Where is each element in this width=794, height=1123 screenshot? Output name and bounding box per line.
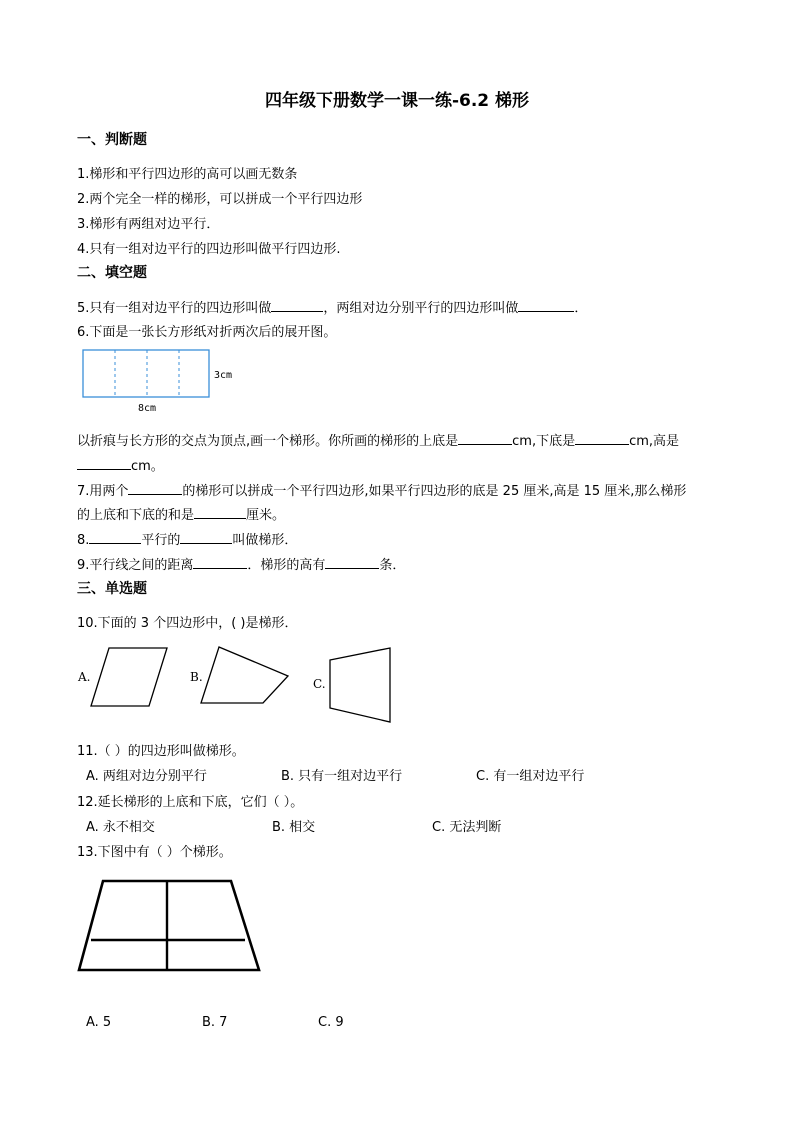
question-5-text-a: 5.只有一组对边平行的四边形叫做 (77, 301, 272, 316)
q11-option-c[interactable]: C. 有一组对边平行 (476, 769, 585, 784)
question-6-text-a: 以折痕与长方形的交点为顶点,画一个梯形。你所画的梯形的上底是 (77, 434, 459, 449)
section-heading-judgement: 一、判断题 (77, 132, 147, 148)
q12-option-b[interactable]: B. 相交 (272, 820, 316, 835)
answer-blank[interactable] (128, 482, 182, 495)
q12-option-a[interactable]: A. 永不相交 (86, 820, 155, 835)
q13-option-c[interactable]: C. 9 (318, 1015, 344, 1030)
question-7-line-1 (77, 480, 686, 499)
unfolded-rectangle-figure (82, 348, 242, 418)
answer-blank[interactable] (518, 299, 574, 312)
choice-label-b: B. (190, 670, 203, 684)
question-8-text-a: 8. (77, 533, 90, 548)
page-title: 四年级下册数学一课一练-6.2 梯形 (264, 91, 530, 111)
question-6-line-1 (77, 430, 679, 449)
answer-blank[interactable] (193, 556, 247, 569)
question-6-text-c: cm,高是 (629, 434, 680, 449)
answer-blank[interactable] (325, 556, 379, 569)
question-7-text-c: 的上底和下底的和是 (77, 508, 195, 523)
section-heading-choice: 三、单选题 (77, 581, 147, 597)
question-9-text-c: 条． (379, 558, 406, 573)
question-3: 3.梯形有两组对边平行． (77, 217, 220, 232)
question-9-text-a: 9.平行线之间的距离 (77, 558, 194, 573)
parallelogram-shape (91, 648, 167, 706)
question-6-text-b: cm,下底是 (512, 434, 576, 449)
question-7-text-d: 厘米。 (246, 508, 286, 523)
outer-trapezoid (79, 881, 259, 970)
quadrilateral-choices-figure (76, 644, 396, 726)
answer-blank[interactable] (89, 531, 141, 544)
q11-option-a[interactable]: A. 两组对边分别平行 (86, 769, 207, 784)
height-label: 3cm (214, 370, 233, 381)
choice-label-a: A. (78, 670, 91, 684)
question-1: 1.梯形和平行四边形的高可以画无数条 (77, 167, 298, 182)
answer-blank[interactable] (271, 299, 323, 312)
question-5-text-b: ，两组对边分别平行的四边形叫做 (323, 301, 519, 316)
q13-option-a[interactable]: A. 5 (86, 1015, 112, 1030)
question-8-text-c: 叫做梯形． (232, 533, 298, 548)
question-8 (77, 529, 297, 548)
q12-option-c[interactable]: C. 无法判断 (432, 820, 502, 835)
question-4: 4.只有一组对边平行的四边形叫做平行四边形. (77, 242, 341, 257)
width-label: 8cm (138, 403, 157, 414)
answer-blank[interactable] (194, 506, 246, 519)
answer-blank[interactable] (180, 531, 232, 544)
choice-label-c: C. (313, 677, 326, 691)
q11-option-b[interactable]: B. 只有一组对边平行 (281, 769, 403, 784)
answer-blank[interactable] (77, 457, 131, 470)
question-6-line-2 (77, 455, 164, 474)
question-5 (77, 297, 587, 316)
trapezoid-shape (330, 648, 390, 722)
question-11-stem: 11.（ ）的四边形叫做梯形。 (77, 744, 245, 759)
answer-blank[interactable] (575, 432, 629, 445)
answer-blank[interactable] (458, 432, 512, 445)
question-7-text-b: 的梯形可以拼成一个平行四边形,如果平行四边形的底是 25 厘米,高是 15 厘米,那么梯形 (182, 484, 687, 499)
irregular-quadrilateral-shape (201, 647, 288, 703)
trapezoid-grid-figure (76, 876, 266, 976)
question-6-text-d: cm。 (131, 459, 164, 474)
q13-option-b[interactable]: B. 7 (202, 1015, 228, 1030)
question-9-text-b: ．梯形的高有 (247, 558, 326, 573)
question-9 (77, 554, 405, 573)
section-heading-fill: 二、填空题 (77, 265, 147, 281)
question-7-text-a: 7.用两个 (77, 484, 129, 499)
question-10-stem: 10.下面的 3 个四边形中，( )是梯形． (77, 616, 298, 631)
question-13-stem: 13.下图中有（ ）个梯形。 (77, 845, 232, 860)
question-8-text-b: 平行的 (141, 533, 181, 548)
question-5-text-c: ． (574, 301, 588, 316)
question-12-stem: 12.延长梯形的上底和下底，它们（ ）。 (77, 795, 304, 810)
question-7-line-2 (77, 504, 285, 523)
rectangle-outline (83, 350, 209, 397)
question-6-intro: 6.下面是一张长方形纸对折两次后的展开图。 (77, 325, 337, 340)
question-2: 2.两个完全一样的梯形，可以拼成一个平行四边形 (77, 192, 363, 207)
